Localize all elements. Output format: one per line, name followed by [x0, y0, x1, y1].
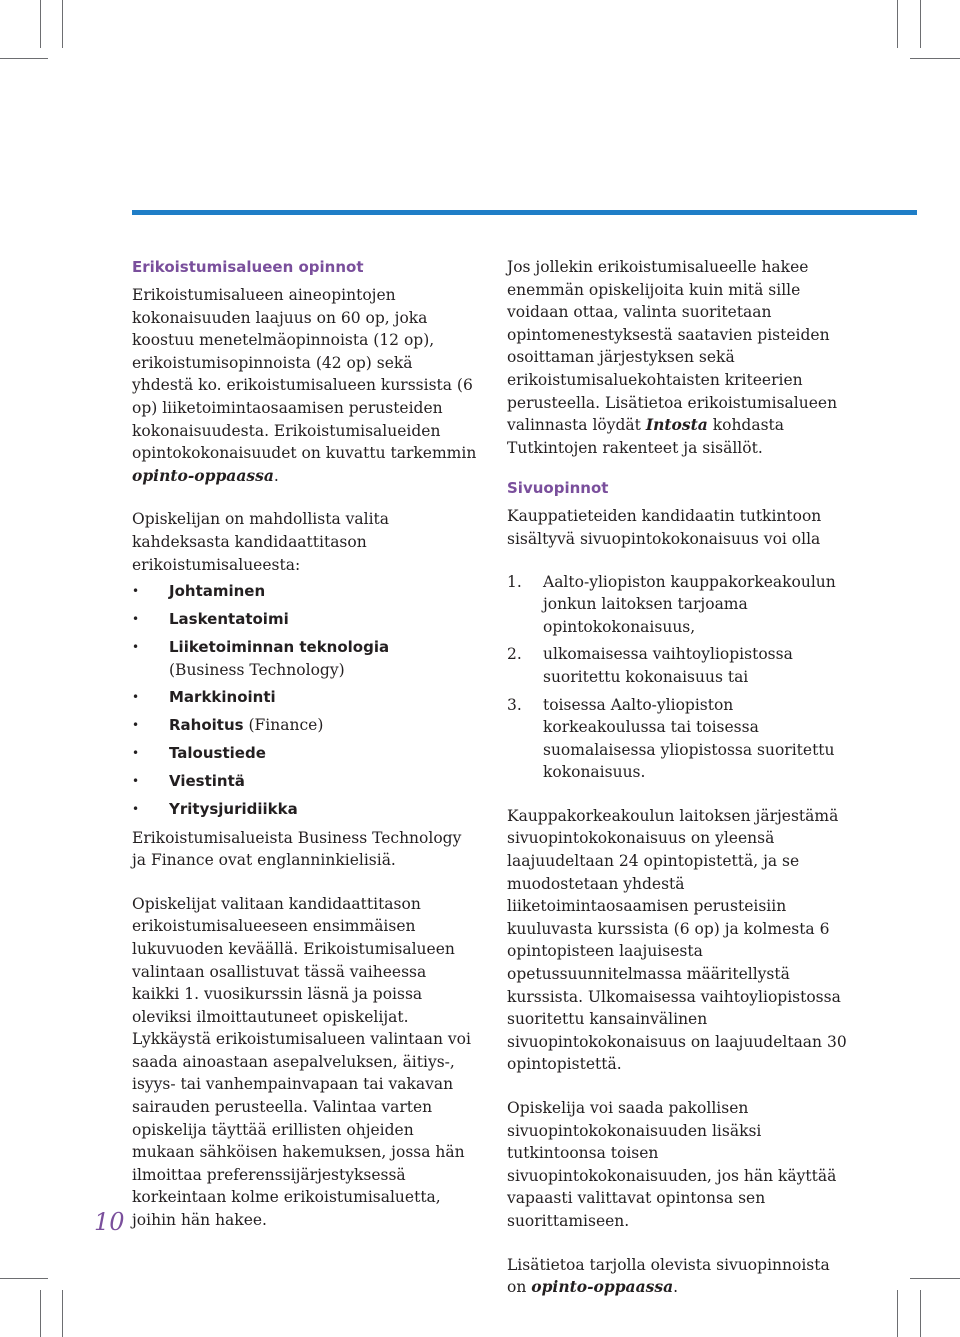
header-rule	[132, 210, 917, 215]
specialisation-name: Markkinointi	[169, 688, 276, 707]
selection-paragraph: Opiskelijat valitaan kandidaattitason erikoistumisalueeseen ensimmäisen lukuvuoden keväällä. Erikoistumisalueen valintaan osallistuvat tässä vaiheessa kaikki 1. vuosikurssin läsnä ja poissa oleviksi ilmoittautuneet opiskelijat. Lykkäystä erikoistumisalueen valintaan voi saada ainoastaan asepalveluksen, äitiys-, isyys- tai vanhempainvapaan tai vakavan sairauden perusteella. Valintaa varten opiskelija täyttää erillisten ohjeiden mukaan sähköisen hakemuksen, jossa hän ilmoittaa preferenssijärjestyksessä korkeintaan kolme erikoistumisaluetta, joihin hän hakee.	[132, 894, 471, 1230]
crop-mark	[920, 1290, 921, 1337]
list-text: toisessa Aalto-yliopiston korkeakoulussa tai toisessa suomalaisessa yliopistossa suoritettu kokonaisuus.	[543, 695, 835, 782]
more-info-text-end: .	[673, 1278, 679, 1297]
section-heading-erikoistumisalue: Erikoistumisalueen opinnot	[132, 258, 364, 276]
list-text: Aalto-yliopiston kauppakorkeakoulun jonkun laitoksen tarjoama opintokokonaisuus,	[543, 572, 836, 636]
list-item	[507, 694, 852, 784]
intro-text: Erikoistumisalueen aineopintojen kokonaisuuden laajuus on 60 op, joka koostuu menetelmäopinnoista (12 op), erikoistumisopinnoista (42 op) sekä yhdestä ko. erikoistumisalueen kurssista (6 op) liiketoimintaosaamisen perusteiden kokonaisuudesta. Erikoistumisalueiden opintokokonaisuudet on kuvattu tarkemmin	[132, 286, 477, 463]
criteria-text: Jos jollekin erikoistumisalueelle hakee enemmän opiskelijoita kuin mitä sille voidaan ottaa, valinta suoritetaan opintomenestyksestä saatavien pisteiden osoittaman järjestyksen sekä erikoistumisaluekohtaisten kriteerien perusteella. Lisätietoa erikoistumisalueen valinnasta löydät	[507, 258, 838, 435]
intro-paragraph	[132, 284, 477, 487]
minor-options-list	[507, 571, 852, 784]
bullet-icon: •	[132, 584, 140, 599]
list-text: ulkomaisessa vaihtoyliopistossa suoritettu kokonaisuus tai	[543, 645, 793, 686]
list-item	[132, 714, 477, 737]
study-guide-reference: opinto-oppaassa	[132, 465, 274, 485]
bullet-icon: •	[132, 801, 140, 816]
intro-text-end: .	[273, 466, 279, 485]
selection-criteria-paragraph	[507, 256, 852, 459]
right-column	[507, 256, 852, 1299]
choice-paragraph: Opiskelijan on mahdollista valita kahdeksasta kandidaattitason erikoistumisalueesta:	[132, 510, 389, 574]
crop-mark	[62, 1290, 63, 1337]
crop-mark	[62, 0, 63, 48]
bullet-icon: •	[132, 612, 140, 627]
language-paragraph: Erikoistumisalueista Business Technology ja Finance ovat englanninkielisiä.	[132, 828, 462, 870]
bullet-icon: •	[132, 746, 140, 761]
list-item	[507, 643, 852, 688]
specialisation-list	[132, 580, 477, 820]
list-item	[132, 742, 477, 765]
specialisation-name: Yritysjuridiikka	[169, 799, 298, 818]
specialisation-name: Laskentatoimi	[169, 610, 289, 629]
crop-mark	[897, 0, 898, 48]
page-number: 10	[94, 1208, 125, 1236]
crop-mark	[40, 0, 41, 48]
left-column	[132, 256, 477, 1232]
crop-mark	[897, 1290, 898, 1337]
list-item	[132, 608, 477, 631]
study-guide-reference: opinto-oppaassa	[531, 1277, 674, 1297]
criteria-text-end: kohdasta Tutkintojen rakenteet ja sisällöt.	[507, 416, 785, 457]
crop-mark	[40, 1290, 41, 1337]
minor-scope-paragraph: Kauppakorkeakoulun laitoksen järjestämä sivuopintokokonaisuus on yleensä laajuudeltaan 24 opintopistettä, ja se muodostetaan yhdestä liiketoimintaosaamisen perusteisiin kuuluvasta kurssista (6 op) ja kolmesta 6 opintopisteen laajuisesta opetussuunnitelmassa määritellystä kurssista. Ulkomaisessa vaihtoyliopistossa suoritettu kansainvälinen sivuopintokokonaisuus on laajuudeltaan 30 opintopistettä.	[507, 806, 847, 1074]
specialisation-name: Johtaminen	[169, 582, 266, 601]
list-item	[132, 686, 477, 709]
crop-mark	[0, 1278, 48, 1279]
list-item	[132, 770, 477, 793]
specialisation-english-name: (Finance)	[243, 716, 324, 735]
more-info-paragraph	[507, 1254, 852, 1299]
bullet-icon: •	[132, 718, 140, 733]
list-number: 1.	[507, 572, 522, 591]
crop-mark	[0, 58, 48, 59]
bullet-icon: •	[132, 690, 140, 705]
list-number: 2.	[507, 645, 522, 664]
list-item	[132, 636, 477, 681]
additional-minor-paragraph: Opiskelija voi saada pakollisen sivuopintokokonaisuuden lisäksi tutkintoonsa toisen sivuopintokokonaisuuden, jos hän käyttää vapaasti valittavat opintonsa sen suorittamiseen.	[507, 1099, 837, 1230]
list-number: 3.	[507, 695, 522, 714]
specialisation-name: Taloustiede	[169, 744, 266, 763]
more-info-text: Lisätietoa tarjolla olevista sivuopinnoista on	[507, 1255, 830, 1297]
bullet-icon: •	[132, 639, 140, 654]
crop-mark	[910, 58, 960, 59]
bullet-icon: •	[132, 774, 140, 789]
minor-intro-paragraph: Kauppatieteiden kandidaatin tutkintoon sisältyvä sivuopintokokonaisuus voi olla	[507, 507, 822, 548]
list-item	[132, 798, 477, 821]
section-heading-sivuopinnot: Sivuopinnot	[507, 479, 609, 498]
into-reference: Intosta	[645, 415, 708, 435]
specialisation-name: Viestintä	[169, 772, 245, 791]
crop-mark	[920, 0, 921, 48]
specialisation-name: Liiketoiminnan teknologia	[169, 637, 390, 656]
crop-mark	[910, 1278, 960, 1279]
list-item	[132, 580, 477, 603]
specialisation-name: Rahoitus	[169, 716, 244, 735]
specialisation-english-name: (Business Technology)	[169, 660, 345, 679]
list-item	[507, 571, 852, 639]
